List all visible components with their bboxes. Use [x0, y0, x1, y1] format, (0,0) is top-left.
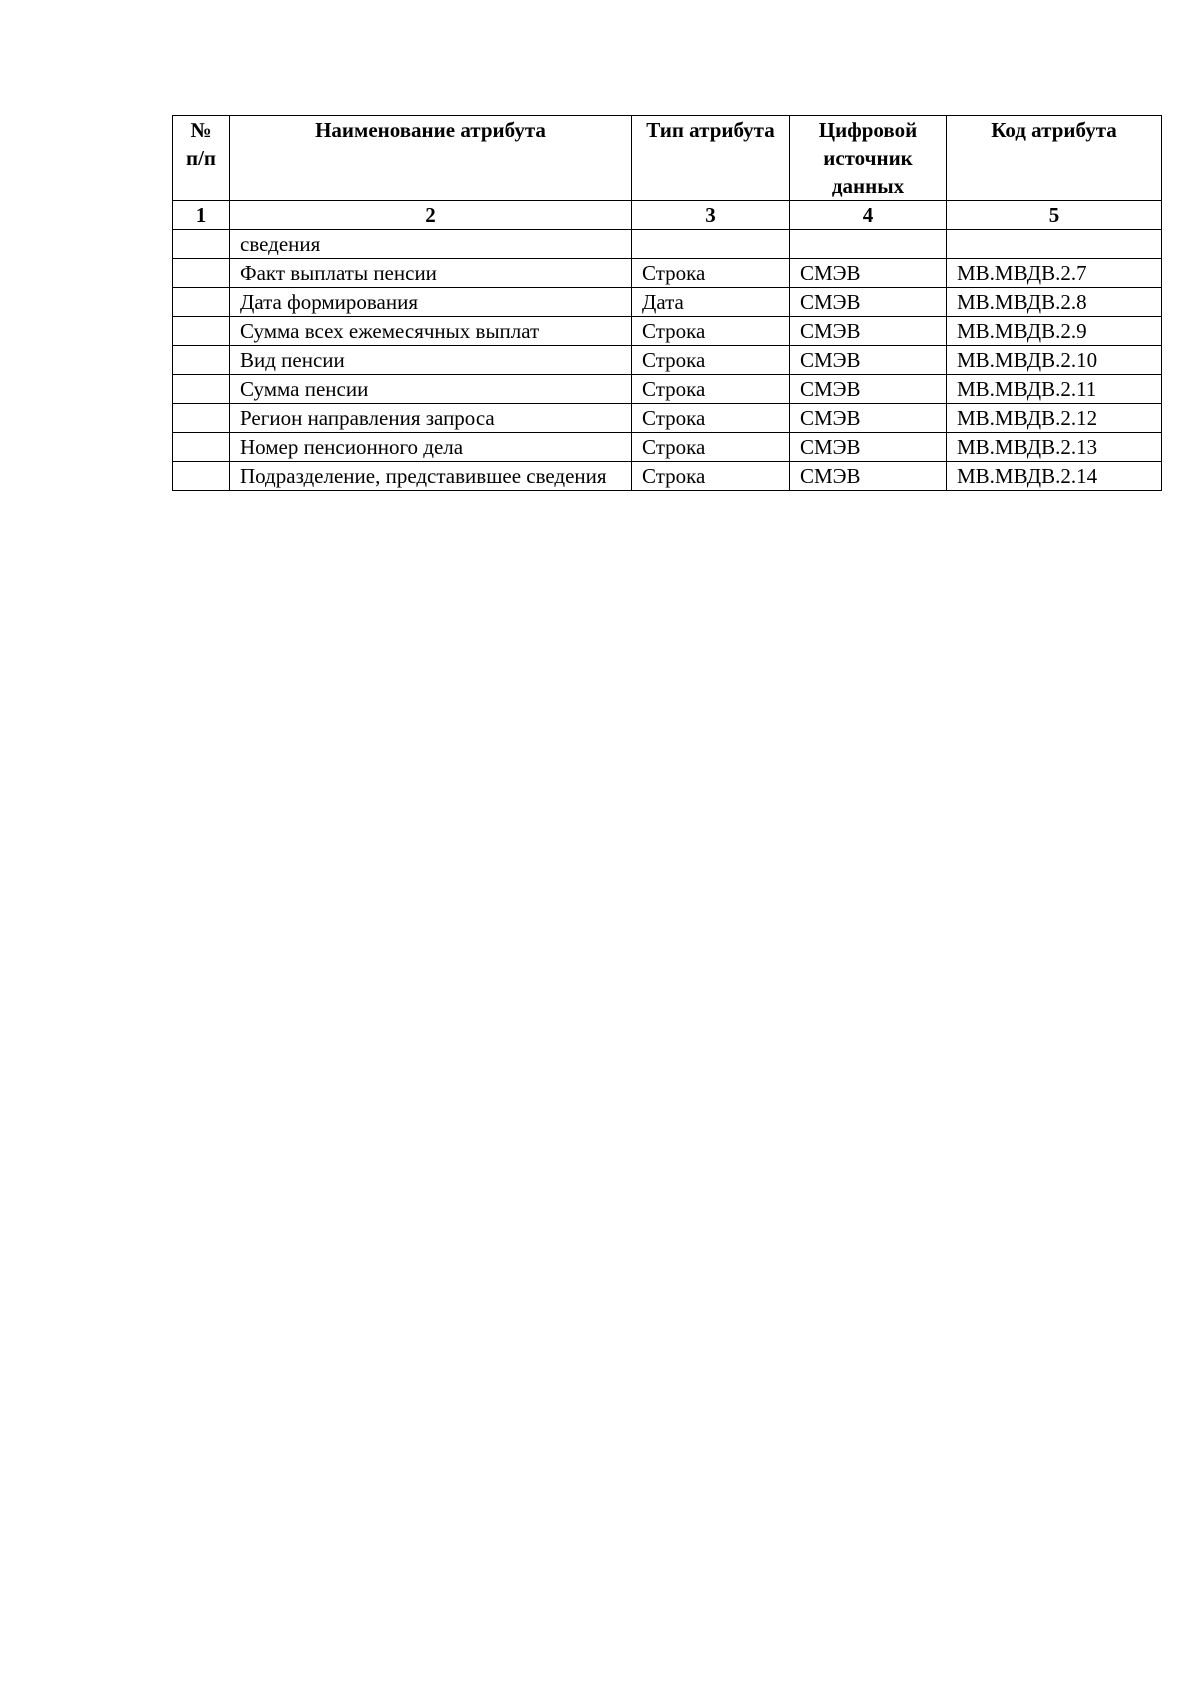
table-body — [173, 230, 1162, 491]
table-row — [173, 462, 1162, 491]
cell-source: СМЭВ — [790, 259, 947, 288]
cell-source: СМЭВ — [790, 433, 947, 462]
cell-type: Строка — [632, 433, 790, 462]
table-row — [173, 433, 1162, 462]
cell-num — [173, 462, 230, 491]
table-row — [173, 375, 1162, 404]
cell-code: МВ.МВДВ.2.12 — [947, 404, 1162, 433]
cell-code: МВ.МВДВ.2.13 — [947, 433, 1162, 462]
column-number: 3 — [632, 201, 790, 230]
cell-num — [173, 404, 230, 433]
cell-name: Номер пенсионного дела — [230, 433, 632, 462]
cell-code: МВ.МВДВ.2.10 — [947, 346, 1162, 375]
cell-code: МВ.МВДВ.2.11 — [947, 375, 1162, 404]
table-header-row — [173, 116, 1162, 201]
cell-name: Регион направления запроса — [230, 404, 632, 433]
cell-type: Строка — [632, 346, 790, 375]
header-name: Наименование атрибута — [230, 116, 632, 201]
cell-type: Строка — [632, 375, 790, 404]
header-code: Код атрибута — [947, 116, 1162, 201]
cell-source — [790, 230, 947, 259]
header-num: № п/п — [173, 116, 230, 201]
cell-source: СМЭВ — [790, 462, 947, 491]
cell-type: Строка — [632, 404, 790, 433]
cell-source: СМЭВ — [790, 317, 947, 346]
column-number: 2 — [230, 201, 632, 230]
attributes-table — [172, 115, 1162, 491]
cell-type — [632, 230, 790, 259]
cell-name: Сумма всех ежемесячных выплат — [230, 317, 632, 346]
cell-num — [173, 433, 230, 462]
cell-name: Факт выплаты пенсии — [230, 259, 632, 288]
cell-num — [173, 288, 230, 317]
cell-source: СМЭВ — [790, 375, 947, 404]
table-row — [173, 404, 1162, 433]
cell-type: Строка — [632, 462, 790, 491]
cell-type: Дата — [632, 288, 790, 317]
cell-name: сведения — [230, 230, 632, 259]
cell-code: МВ.МВДВ.2.9 — [947, 317, 1162, 346]
cell-num — [173, 317, 230, 346]
header-type: Тип атрибута — [632, 116, 790, 201]
table-row — [173, 259, 1162, 288]
cell-code: МВ.МВДВ.2.14 — [947, 462, 1162, 491]
cell-num — [173, 375, 230, 404]
cell-code — [947, 230, 1162, 259]
cell-name: Дата формирования — [230, 288, 632, 317]
cell-code: МВ.МВДВ.2.8 — [947, 288, 1162, 317]
column-number: 1 — [173, 201, 230, 230]
cell-type: Строка — [632, 317, 790, 346]
cell-num — [173, 230, 230, 259]
cell-name: Вид пенсии — [230, 346, 632, 375]
cell-source: СМЭВ — [790, 404, 947, 433]
table-row — [173, 317, 1162, 346]
cell-source: СМЭВ — [790, 288, 947, 317]
cell-code: МВ.МВДВ.2.7 — [947, 259, 1162, 288]
cell-source: СМЭВ — [790, 346, 947, 375]
table-row — [173, 346, 1162, 375]
table-row — [173, 288, 1162, 317]
cell-num — [173, 346, 230, 375]
column-number: 5 — [947, 201, 1162, 230]
cell-num — [173, 259, 230, 288]
column-number: 4 — [790, 201, 947, 230]
table-row — [173, 230, 1162, 259]
column-number-row — [173, 201, 1162, 230]
cell-name: Подразделение, представившее сведения — [230, 462, 632, 491]
header-source: Цифровой источник данных — [790, 116, 947, 201]
cell-name: Сумма пенсии — [230, 375, 632, 404]
cell-type: Строка — [632, 259, 790, 288]
